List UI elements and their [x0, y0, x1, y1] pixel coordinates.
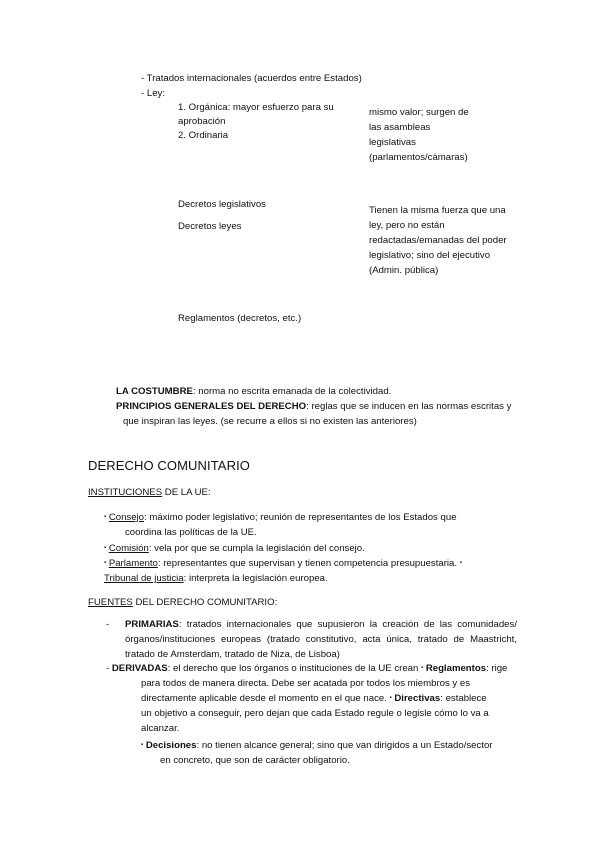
- derivadas-label: DERIVADAS: [111, 663, 168, 674]
- mismo-valor-line-3: legislativas: [369, 137, 416, 148]
- consejo-item: [104, 510, 457, 525]
- mismo-valor-line-4: (parlamentos/cámaras): [369, 152, 468, 163]
- comision-label: Comisión: [108, 543, 149, 554]
- decisiones-line-2: en concreto, que son de carácter obligatorio.: [160, 755, 350, 766]
- decisiones-label: Decisiones: [145, 740, 197, 751]
- misma-fuerza-line-2: ley, pero no están: [369, 220, 445, 231]
- tribunal-text: : interpreta la legislación europea.: [183, 573, 328, 584]
- derivadas-line-1: [106, 661, 507, 676]
- instituciones-label: INSTITUCIONES: [88, 487, 163, 498]
- decretos-legislativos: Decretos legislativos: [178, 199, 266, 210]
- derivadas-dash: -: [106, 663, 110, 674]
- derivadas-line-3: [141, 691, 487, 706]
- bullet-icon: ▪: [104, 560, 107, 566]
- bullet-icon: ▪: [459, 560, 462, 566]
- bullet-icon: ▪: [104, 514, 107, 520]
- reglamentos-text: : rige: [486, 663, 508, 674]
- primarias-text: : tratados internacionales que supusieron la creación de las comunidades/órganos/instituciones europeas (tratado constitutivo, acta única, tratado de Maastricht, tratado de Amsterdam, tratado de Niza, de Lisboa): [125, 619, 517, 660]
- bullet-icon: ▪: [141, 742, 144, 748]
- reglamentos-line: Reglamentos (decretos, etc.): [178, 313, 302, 324]
- misma-fuerza-line-3: redactadas/emanadas del poder: [369, 235, 507, 246]
- ley-label: - Ley:: [141, 88, 165, 99]
- principios-line: [116, 399, 511, 414]
- bullet-icon: ▪: [421, 665, 424, 671]
- tribunal-label: Tribunal de justicia: [104, 573, 184, 584]
- parlamento-label: Parlamento: [108, 558, 158, 569]
- bullet-icon: ▪: [104, 545, 107, 551]
- decretos-leyes: Decretos leyes: [178, 221, 242, 232]
- decisiones-item: [141, 738, 493, 753]
- comision-text: : vela por que se cumpla la legislación del consejo.: [148, 543, 365, 554]
- instituciones-rest: DE LA UE:: [162, 487, 211, 498]
- derivadas-line-3-text: directamente aplicable desde el momento en el que nace.: [141, 693, 387, 704]
- comision-item: [104, 541, 365, 556]
- consejo-label: Consejo: [108, 512, 145, 523]
- derivadas-line-5: alcanzar.: [141, 723, 180, 734]
- costumbre-text: : norma no escrita emanada de la colectividad.: [192, 386, 392, 397]
- instituciones-heading: [88, 485, 211, 500]
- ordinaria-line: 2. Ordinaria: [178, 130, 229, 141]
- decisiones-text: : no tienen alcance general; sino que van dirigidos a un Estado/sector: [196, 740, 493, 751]
- bullet-icon: ▪: [389, 695, 392, 701]
- parlamento-text: : representantes que supervisan y tienen competencia presupuestaria.: [157, 558, 458, 569]
- organica-line-1: 1. Orgánica: mayor esfuerzo para su: [178, 102, 334, 113]
- costumbre-line: [116, 384, 391, 399]
- derivadas-line-4: un objetivo a conseguir, pero dejan que cada Estado regule o legisle cómo lo va a: [141, 708, 489, 719]
- section-title: DERECHO COMUNITARIO: [88, 458, 250, 473]
- reglamentos-label: Reglamentos: [425, 663, 487, 674]
- directivas-label: Directivas: [394, 693, 441, 704]
- tribunal-item: [104, 571, 328, 586]
- fuentes-heading: [88, 595, 277, 610]
- derivadas-line-2: para todos de manera directa. Debe ser acatada por todos los miembros y es: [141, 678, 471, 689]
- costumbre-label: LA COSTUMBRE: [116, 386, 193, 397]
- misma-fuerza-line-5: (Admin. pública): [369, 265, 439, 276]
- principios-label: PRINCIPIOS GENERALES DEL DERECHO: [116, 401, 307, 412]
- primarias-label: PRIMARIAS: [125, 619, 179, 630]
- consejo-text: : máximo poder legislativo; reunión de representantes de los Estados que: [144, 512, 457, 523]
- misma-fuerza-line-4: legislativo; sino del ejecutivo: [369, 250, 491, 261]
- primarias-item: [125, 617, 517, 662]
- parlamento-item: [104, 556, 462, 571]
- organica-line-2: aprobación: [178, 116, 226, 127]
- fuentes-label: FUENTES: [88, 597, 133, 608]
- tratados-line: - Tratados internacionales (acuerdos entre Estados): [141, 73, 362, 84]
- primarias-dash: -: [106, 619, 110, 630]
- consejo-line-2: coordina las políticas de la UE.: [125, 527, 257, 538]
- misma-fuerza-line-1: Tienen la misma fuerza que una: [369, 205, 506, 216]
- mismo-valor-line-1: mismo valor; surgen de: [369, 107, 469, 118]
- principios-line-2: que inspiran las leyes. (se recurre a ellos si no existen las anteriores): [123, 416, 417, 427]
- mismo-valor-line-2: las asambleas: [369, 122, 431, 133]
- principios-text: : reglas que se inducen en las normas escritas y: [306, 401, 512, 412]
- directivas-text: : establece: [440, 693, 487, 704]
- fuentes-rest: DEL DERECHO COMUNITARIO:: [132, 597, 278, 608]
- derivadas-text: : el derecho que los órganos o instituciones de la UE crean: [167, 663, 419, 674]
